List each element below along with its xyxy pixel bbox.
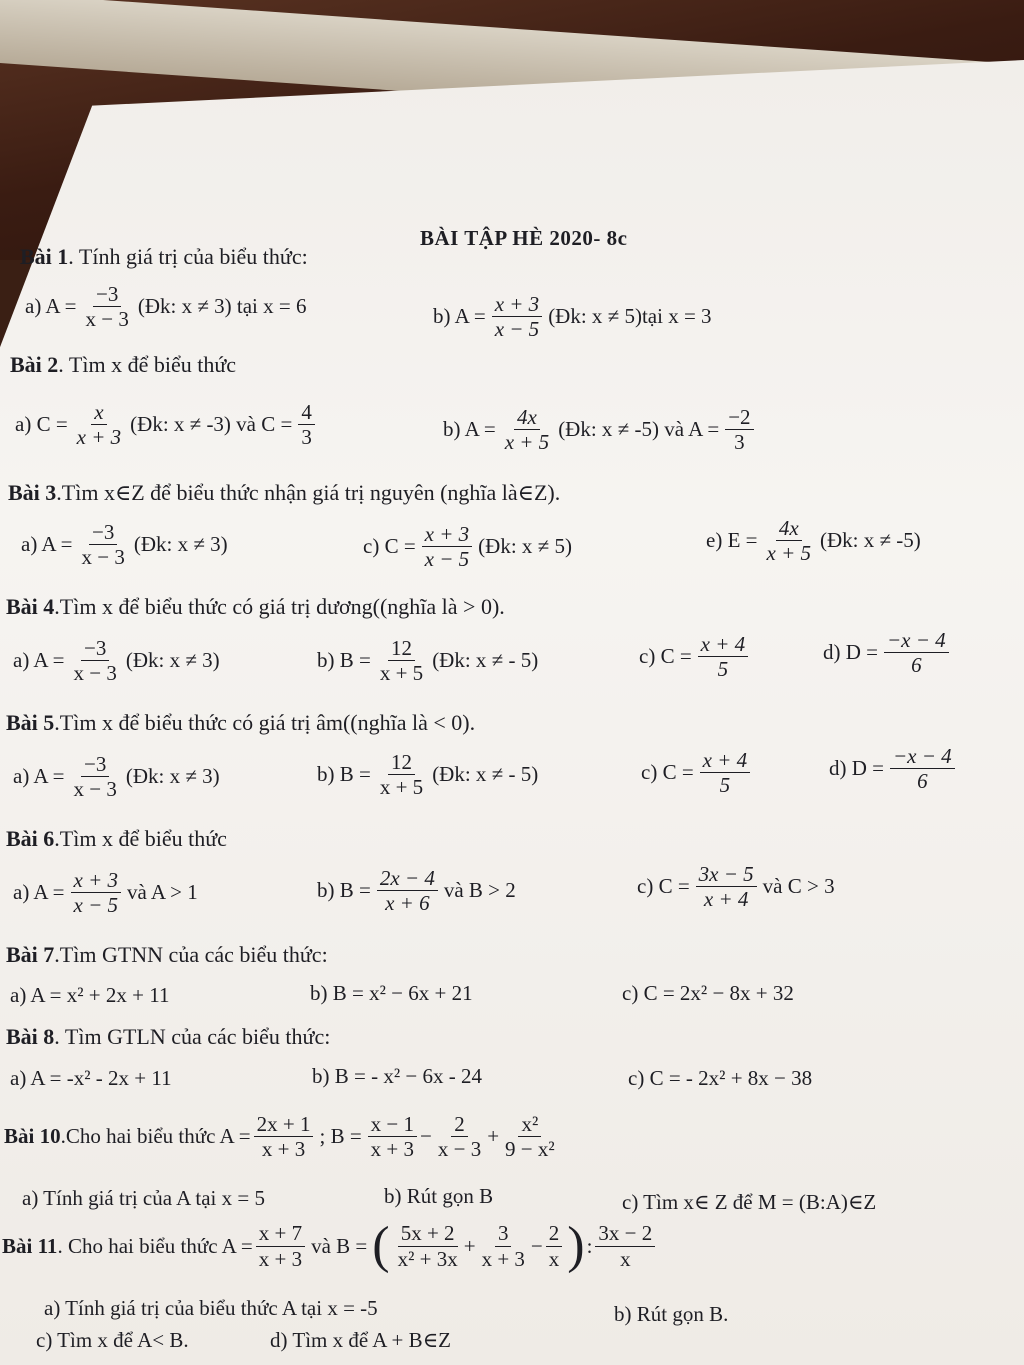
denominator: x + 5 <box>379 775 424 800</box>
exercise-text: . Tìm x để biểu thức <box>58 352 237 377</box>
condition-text: (Đk: x ≠ -5) và A = <box>558 417 720 442</box>
numerator: 12 <box>388 636 415 661</box>
fraction <box>377 636 426 685</box>
condition-text: (Đk: x ≠ 3) <box>133 532 228 557</box>
fraction <box>422 522 473 571</box>
item-label: b) B = <box>317 762 371 787</box>
exercise-text: .Tìm x để biểu thức có giá trị âm((nghĩa là < 0). <box>54 710 476 735</box>
denominator: x − 3 <box>85 307 129 332</box>
exercise-7b: b) B = x² − 6x + 21 <box>310 981 473 1005</box>
numerator: −3 <box>81 636 109 661</box>
exercise-10c: c) Tìm x∈ Z để M = (B:A)∈Z <box>622 1190 877 1214</box>
fraction <box>83 282 132 331</box>
numerator: x − 1 <box>368 1112 417 1137</box>
numerator: x <box>91 400 106 425</box>
condition-text: (Đk: x ≠ 3) <box>125 648 220 673</box>
right-paren: ) <box>567 1217 585 1274</box>
exercise-label: Bài 11 <box>2 1233 58 1258</box>
denominator: x + 5 <box>766 541 811 566</box>
exercise-8c: c) C = - 2x² + 8x − 38 <box>628 1066 813 1090</box>
exercise-5c <box>638 748 753 797</box>
fraction <box>395 1221 461 1270</box>
numerator: x² <box>518 1112 541 1137</box>
denominator: x + 6 <box>385 891 430 916</box>
fraction <box>696 862 757 911</box>
condition-text: (Đk: x ≠ -5) <box>820 528 921 553</box>
connector-text: và B = <box>311 1233 368 1258</box>
exercise-label: Bài 6 <box>6 826 55 851</box>
exercise-5a <box>10 752 223 801</box>
numerator: 4 <box>298 400 315 425</box>
item-label: b) B = <box>317 648 371 673</box>
numerator: 2 <box>546 1221 563 1246</box>
exercise-4c <box>636 632 751 681</box>
item-label: a) A = <box>21 532 73 557</box>
exercise-text: .Tìm x∈Z để biểu thức nhận giá trị nguyên (nghĩa là∈Z). <box>56 480 561 505</box>
numerator: 12 <box>388 750 415 775</box>
item-label: c) C = <box>639 644 692 669</box>
denominator: x − 3 <box>437 1137 482 1162</box>
exercise-label: Bài 10 <box>4 1124 61 1149</box>
fraction <box>502 1112 558 1161</box>
condition-text: (Đk: x ≠ - 5) <box>432 762 539 787</box>
item-label: b) B = <box>317 878 371 903</box>
exercise-text: . Tính giá trị của biểu thức: <box>68 244 308 269</box>
denominator: 9 − x² <box>505 1137 555 1162</box>
fraction <box>492 292 543 341</box>
exercise-6a <box>10 868 201 917</box>
denominator: x − 5 <box>73 893 119 918</box>
exercise-1-title <box>20 244 308 270</box>
numerator: 2x − 4 <box>377 866 438 891</box>
condition-text: và A > 1 <box>127 880 198 905</box>
denominator: x <box>620 1246 631 1271</box>
fraction <box>74 400 125 449</box>
exercise-11b: b) Rút gọn B. <box>614 1302 729 1326</box>
numerator: −2 <box>725 405 753 430</box>
item-label: a) A = <box>13 648 65 673</box>
left-paren: ( <box>372 1217 390 1274</box>
exercise-3c <box>360 522 575 571</box>
denominator: x <box>548 1246 560 1271</box>
exercise-label: Bài 8 <box>6 1024 55 1049</box>
denominator: 3 <box>734 430 745 455</box>
exercise-10b: b) Rút gọn B <box>384 1184 494 1208</box>
fraction <box>890 744 955 793</box>
numerator: −3 <box>89 520 117 545</box>
fraction <box>502 405 553 454</box>
exercise-6-title <box>6 826 227 852</box>
exercise-3a <box>18 520 231 569</box>
numerator: x + 3 <box>422 522 473 547</box>
denominator: 6 <box>911 653 922 678</box>
fraction <box>435 1112 484 1161</box>
condition-text: (Đk: x ≠ 3) tại x = 6 <box>137 294 307 319</box>
exercise-label: Bài 2 <box>10 352 59 377</box>
exercise-label: Bài 4 <box>6 594 55 619</box>
numerator: 4x <box>776 516 802 541</box>
exercise-text: . Cho hai biểu thức A = <box>57 1233 253 1258</box>
exercise-1a <box>22 282 309 331</box>
numerator: 4x <box>514 405 540 430</box>
operator: + <box>463 1233 476 1258</box>
exercise-10-title <box>4 1112 561 1161</box>
denominator: 5 <box>719 773 731 798</box>
fraction <box>884 628 949 677</box>
exercise-6c <box>634 862 838 911</box>
operator: − <box>530 1233 543 1258</box>
fraction <box>256 1221 305 1270</box>
denominator: x + 3 <box>370 1137 415 1162</box>
numerator: 2 <box>451 1112 468 1137</box>
exercise-8-title <box>6 1024 330 1050</box>
exercise-text: .Tìm x để biểu thức có giá trị dương((nghĩa là > 0). <box>54 594 505 619</box>
numerator: −3 <box>93 282 121 307</box>
fraction <box>764 516 815 565</box>
exercise-11-title <box>2 1217 658 1274</box>
condition-text: (Đk: x ≠ 3) <box>125 764 220 789</box>
fraction <box>71 868 122 917</box>
numerator: 2x + 1 <box>254 1112 314 1137</box>
exercise-text: .Tìm x để biểu thức <box>54 826 227 851</box>
exercise-11a: a) Tính giá trị của biểu thức A tại x = -5 <box>44 1296 378 1320</box>
condition-text: (Đk: x ≠ 5)tại x = 3 <box>548 304 712 329</box>
fraction <box>368 1112 417 1161</box>
item-label: d) D = <box>829 756 885 781</box>
item-label: a) A = <box>13 764 65 789</box>
item-label: b) A = <box>433 304 486 329</box>
fraction <box>71 636 120 685</box>
denominator: x + 3 <box>258 1246 303 1271</box>
denominator: 6 <box>917 769 928 794</box>
fraction <box>698 632 749 681</box>
item-label: a) C = <box>15 412 68 437</box>
exercise-5-title <box>6 710 475 736</box>
exercise-5b <box>314 750 541 799</box>
denominator: 5 <box>717 657 729 682</box>
numerator: −x − 4 <box>884 628 949 653</box>
item-label: c) C = <box>641 760 694 785</box>
exercise-7a: a) A = x² + 2x + 11 <box>10 983 170 1007</box>
exercise-2a <box>12 400 318 449</box>
numerator: x + 3 <box>71 868 122 893</box>
separator-text: ; B = <box>319 1124 362 1149</box>
page-title: BÀI TẬP HÈ 2020- 8c <box>420 226 628 250</box>
item-label: d) D = <box>823 640 879 665</box>
exercise-label: Bài 7 <box>6 942 55 967</box>
condition-text: (Đk: x ≠ 5) <box>478 534 572 559</box>
denominator: x² + 3x <box>397 1246 458 1271</box>
condition-text: (Đk: x ≠ - 5) <box>432 648 539 673</box>
fraction <box>595 1221 655 1270</box>
exercise-8b: b) B = - x² − 6x - 24 <box>312 1064 482 1088</box>
exercise-1b <box>430 292 715 341</box>
fraction <box>71 752 120 801</box>
exercise-4d <box>820 628 952 677</box>
numerator: −3 <box>81 752 109 777</box>
fraction <box>377 750 426 799</box>
item-label: c) C = <box>637 874 690 899</box>
exercise-3e <box>703 516 924 565</box>
exercise-label: Bài 1 <box>20 244 69 269</box>
exercise-4b <box>314 636 541 685</box>
item-label: c) C = <box>363 534 416 559</box>
operator: + <box>487 1124 500 1149</box>
fraction <box>377 866 438 915</box>
numerator: 3x − 5 <box>696 862 757 887</box>
denominator: x − 5 <box>494 317 540 342</box>
denominator: x − 3 <box>81 545 125 570</box>
exercise-2b <box>440 405 757 454</box>
condition-text: và C > 3 <box>762 874 835 899</box>
denominator: x + 5 <box>379 661 424 686</box>
denominator: x + 5 <box>504 430 550 455</box>
numerator: x + 4 <box>700 748 751 773</box>
numerator: x + 4 <box>698 632 749 657</box>
fraction <box>254 1112 314 1161</box>
denominator: x − 5 <box>424 547 470 572</box>
denominator: x + 4 <box>703 887 749 912</box>
fraction <box>700 748 751 797</box>
exercise-label: Bài 3 <box>8 480 57 505</box>
numerator: 3x − 2 <box>595 1221 655 1246</box>
operator: − <box>420 1124 432 1149</box>
exercise-7-title <box>6 942 328 968</box>
numerator: x + 3 <box>492 292 543 317</box>
exercise-5d <box>826 744 958 793</box>
exercise-6b <box>314 866 519 915</box>
denominator: x − 3 <box>73 777 117 802</box>
fraction <box>479 1221 528 1270</box>
numerator: −x − 4 <box>890 744 955 769</box>
fraction <box>79 520 128 569</box>
exercise-11c: c) Tìm x để A< B. <box>36 1328 189 1352</box>
denominator: 3 <box>301 425 312 450</box>
item-label: a) A = <box>25 294 77 319</box>
fraction <box>298 400 315 449</box>
numerator: 5x + 2 <box>398 1221 458 1246</box>
exercise-3-title <box>8 480 560 506</box>
numerator: x + 7 <box>256 1221 305 1246</box>
item-label: e) E = <box>706 528 758 553</box>
item-label: a) A = <box>13 880 65 905</box>
exercise-8a: a) A = -x² - 2x + 11 <box>10 1066 172 1090</box>
exercise-text: .Cho hai biểu thức A = <box>60 1124 251 1149</box>
exercise-4a <box>10 636 223 685</box>
exercise-11d: d) Tìm x để A + B∈Z <box>270 1328 452 1352</box>
operator: : <box>586 1233 593 1258</box>
denominator: x + 3 <box>261 1137 306 1162</box>
exercise-10a: a) Tính giá trị của A tại x = 5 <box>22 1186 265 1210</box>
denominator: x − 3 <box>73 661 117 686</box>
item-label: b) A = <box>443 417 496 442</box>
condition-text: và B > 2 <box>443 878 516 903</box>
exercise-2-title <box>10 352 236 378</box>
numerator: 3 <box>495 1221 512 1246</box>
exercise-text: .Tìm GTNN của các biểu thức: <box>54 942 328 967</box>
denominator: x + 3 <box>76 425 122 450</box>
condition-text: (Đk: x ≠ -3) và C = <box>130 412 293 437</box>
exercise-7c: c) C = 2x² − 8x + 32 <box>622 981 794 1005</box>
fraction <box>725 405 753 454</box>
exercise-label: Bài 5 <box>6 710 55 735</box>
fraction <box>546 1221 563 1270</box>
exercise-4-title <box>6 594 505 620</box>
denominator: x + 3 <box>481 1246 525 1271</box>
exercise-text: . Tìm GTLN của các biểu thức: <box>54 1024 331 1049</box>
